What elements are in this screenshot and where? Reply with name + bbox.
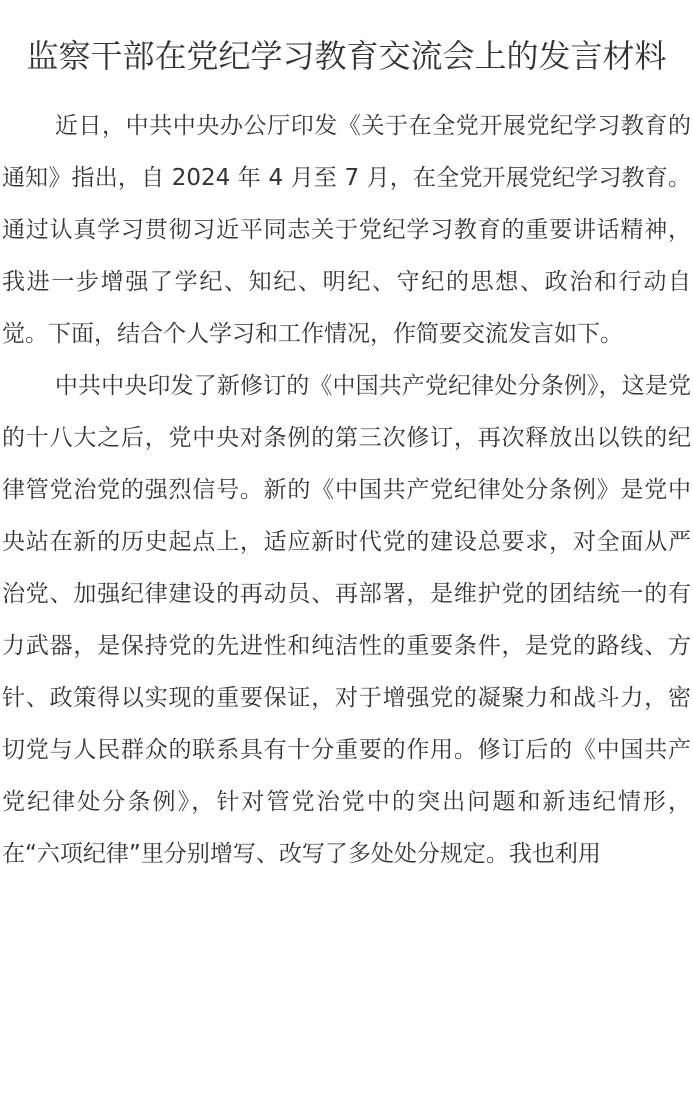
paragraph-2: 中共中央印发了新修订的《中国共产党纪律处分条例》，这是党的十八大之后，党中央对条例的第三次修订，再次释放出以铁的纪律管党治党的强烈信号。新的《中国共产党纪律处分条例》是党中央站在新的历史起点上，适应新时代党的建设总要求，对全面从严治党、加强纪律建设的再动员、再部署，是维护党的团结统一的有力武器，是保持党的先进性和纯洁性的重要条件，是党的路线、方针、政策得以实现的重要保证，对于增强党的凝聚力和战斗力，密切党与人民群众的联系具有十分重要的作用。修订后的《中国共产党纪律处分条例》，针对管党治党中的突出问题和新违纪情形，在“六项纪律”里分别增写、改写了多处处分规定。我也利用 xyxy=(2,373,691,867)
article-body xyxy=(0,100,693,880)
paragraph-1: 近日，中共中央办公厅印发《关于在全党开展党纪学习教育的通知》指出，自 2024 年 4 月至 7 月，在全党开展党纪学习教育。通过认真学习贯彻习近平同志关于党纪学习教育的重要讲话精神，我进一步增强了学纪、知纪、明纪、守纪的思想、政治和行动自觉。下面，结合个人学习和工作情况，作简要交流发言如下。 xyxy=(2,113,691,347)
article-title: 监察干部在党纪学习教育交流会上的发言材料 xyxy=(26,37,667,75)
